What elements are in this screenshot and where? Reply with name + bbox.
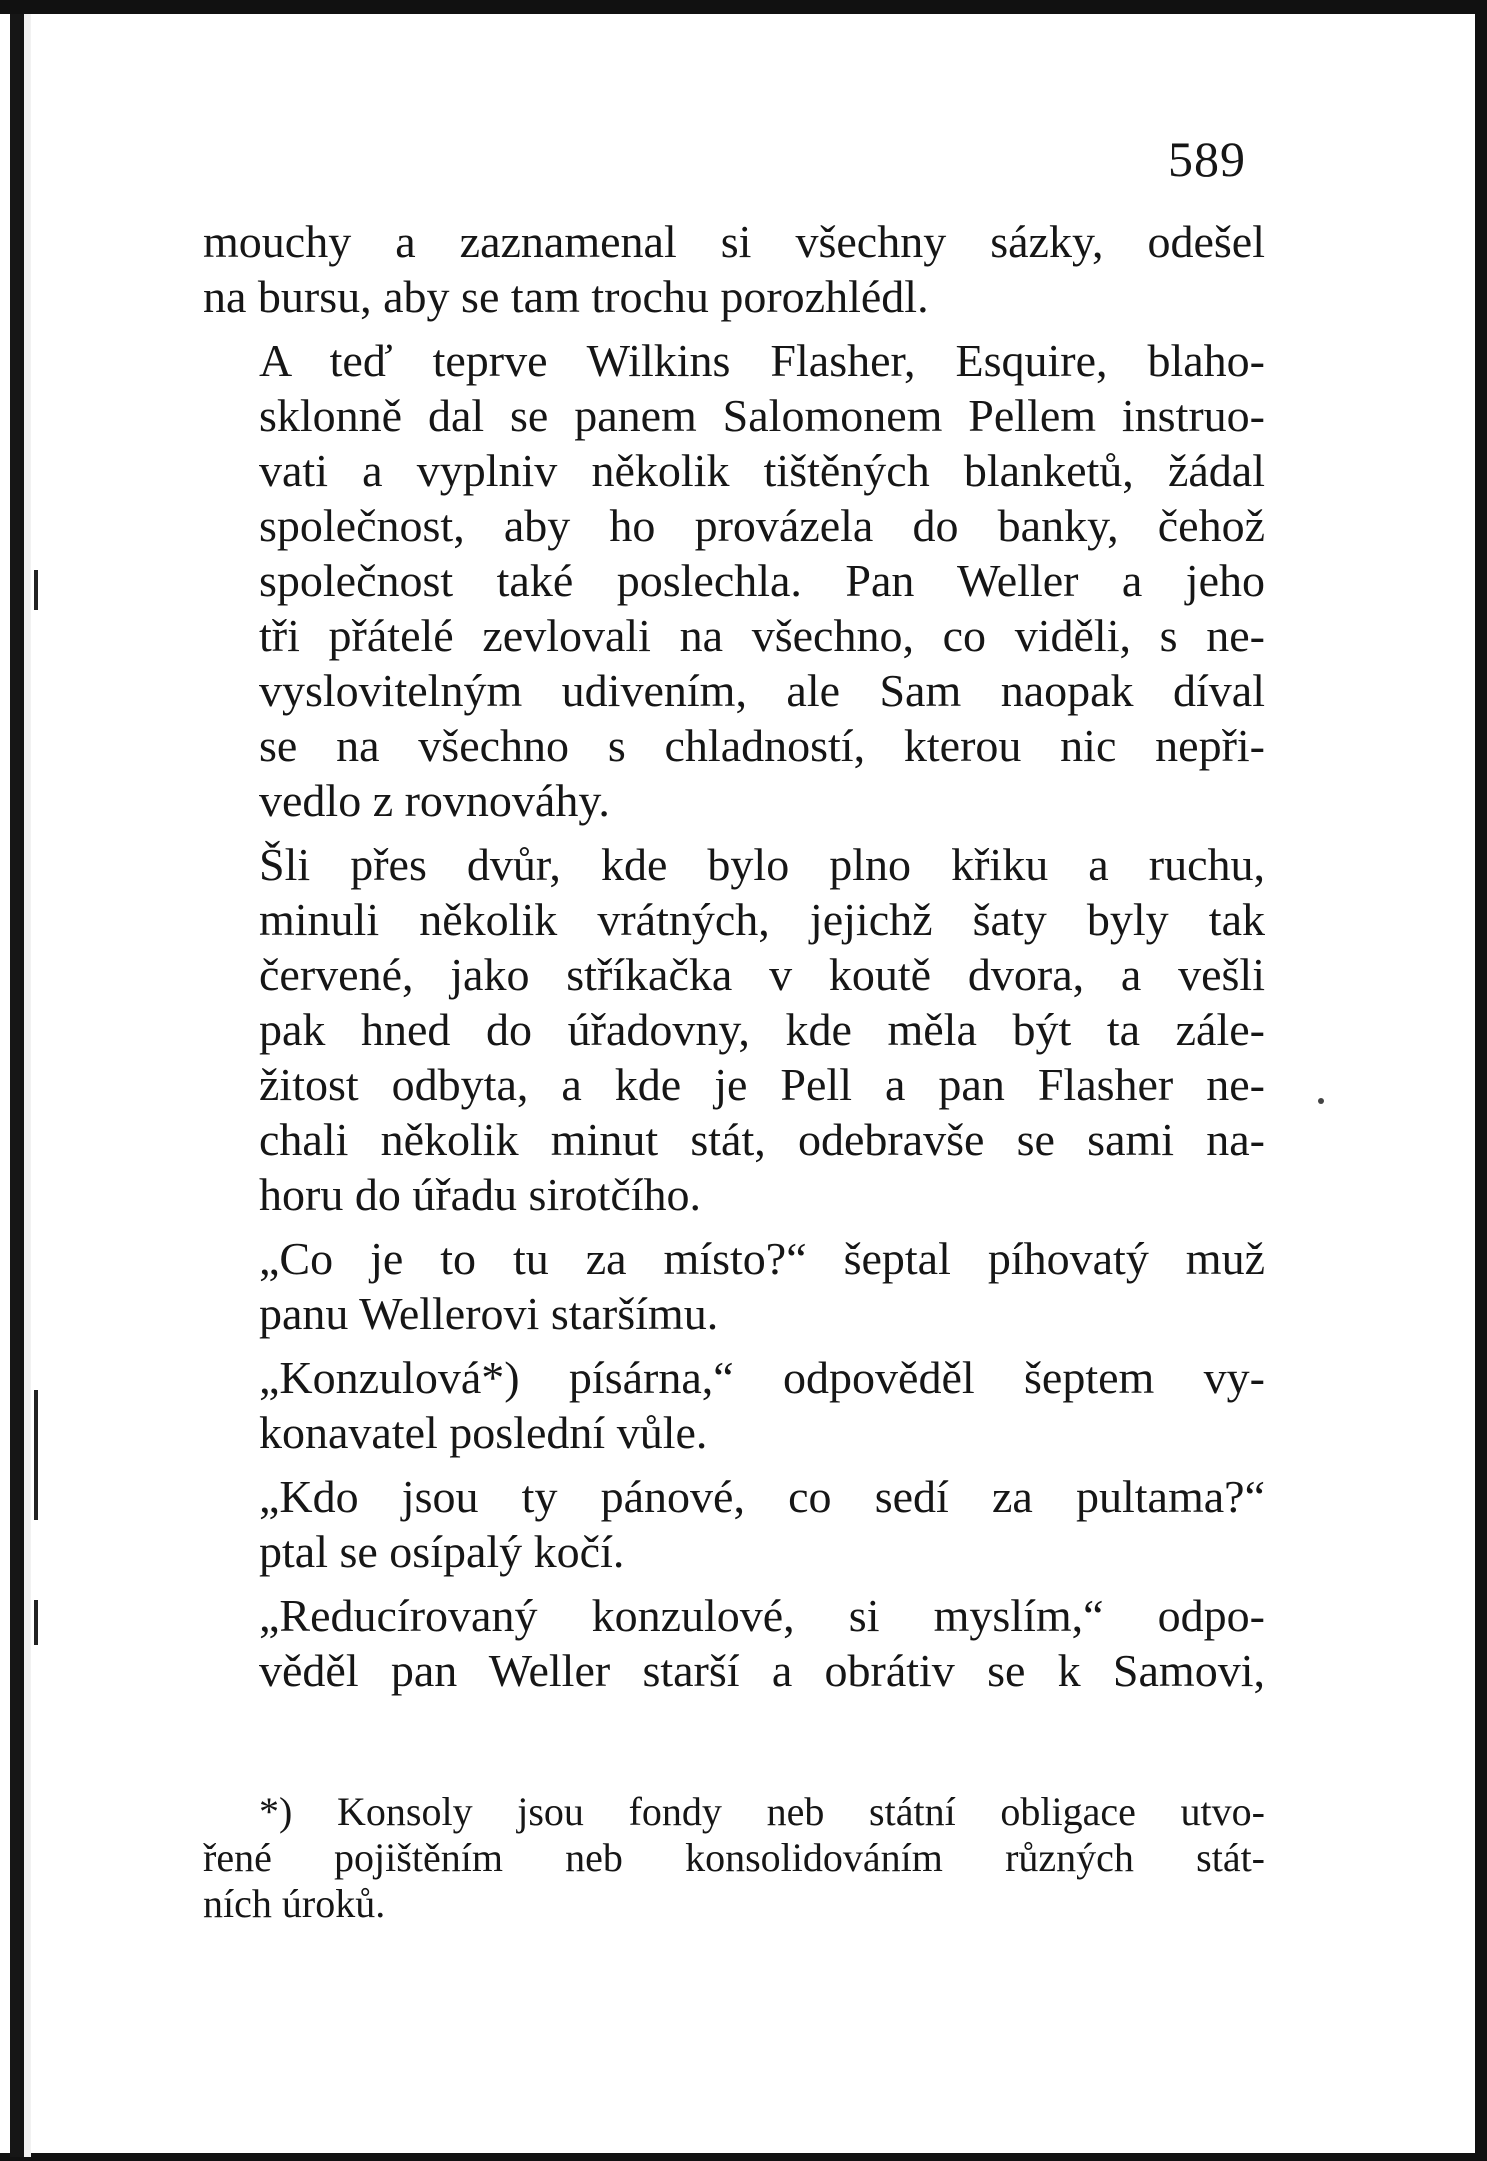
- text-line: pak hned do úřadovny, kde měla být ta zále-: [259, 1004, 1265, 1055]
- paragraph: [203, 1469, 1265, 1579]
- scan-border-bottom: [0, 2153, 1487, 2161]
- text-line: „Reducírovaný konzulové, si myslím,“ odpo-: [259, 1590, 1265, 1641]
- scan-border-left: [10, 14, 24, 2157]
- text-line: společnost, aby ho provázela do banky, čehož: [259, 500, 1265, 551]
- footnote-line: *) Konsoly jsou fondy neb státní obligace utvo-: [259, 1789, 1265, 1834]
- binding-mark: [34, 570, 38, 610]
- page-number: 589: [1168, 131, 1246, 187]
- text-line: vedlo z rovnováhy.: [259, 775, 610, 826]
- text-line: horu do úřadu sirotčího.: [259, 1169, 702, 1220]
- text-line: vyslovitelným udivením, ale Sam naopak díval: [259, 665, 1265, 716]
- paragraph: [203, 214, 1265, 324]
- speck: [1318, 1098, 1324, 1104]
- paragraph: [203, 1231, 1265, 1341]
- text-line: na bursu, aby se tam trochu porozhlédl.: [203, 271, 929, 322]
- scan-border-right: [1475, 0, 1487, 2161]
- footnote: [203, 1789, 1265, 1927]
- text-line: věděl pan Weller starší a obrátiv se k Samovi,: [259, 1645, 1265, 1696]
- paragraph: [203, 1350, 1265, 1460]
- text-line: tři přátelé zevlovali na všechno, co viděli, s ne-: [259, 610, 1265, 661]
- text-line: mouchy a zaznamenal si všechny sázky, odešel: [203, 216, 1265, 267]
- text-line: A teď teprve Wilkins Flasher, Esquire, blaho-: [259, 335, 1265, 386]
- footnote-line: řené pojištěním neb konsolidováním různých stát-: [203, 1835, 1265, 1880]
- text-line: „Co je to tu za místo?“ šeptal píhovatý muž: [259, 1233, 1265, 1284]
- binding-mark: [34, 1600, 38, 1645]
- text-line: červené, jako stříkačka v koutě dvora, a vešli: [259, 949, 1265, 1000]
- text-line: „Kdo jsou ty pánové, co sedí za pultama?“: [259, 1471, 1265, 1522]
- text-line: chali několik minut stát, odebravše se sami na-: [259, 1114, 1265, 1165]
- footnote-line: ních úroků.: [203, 1881, 386, 1926]
- text-line: se na všechno s chladností, kterou nic nepři-: [259, 720, 1265, 771]
- text-line: vati a vyplniv několik tištěných blanketů, žádal: [259, 445, 1265, 496]
- scan-border-top: [0, 0, 1487, 14]
- paragraph: [203, 1588, 1265, 1698]
- text-line: minuli několik vrátných, jejichž šaty byly tak: [259, 894, 1265, 945]
- text-line: společnost také poslechla. Pan Weller a jeho: [259, 555, 1265, 606]
- text-line: ptal se osípalý kočí.: [259, 1526, 625, 1577]
- paragraph: [203, 837, 1265, 1222]
- text-line: „Konzulová*) písárna,“ odpověděl šeptem vy-: [259, 1352, 1265, 1403]
- text-line: panu Wellerovi staršímu.: [259, 1288, 719, 1339]
- text-line: žitost odbyta, a kde je Pell a pan Flasher ne-: [259, 1059, 1265, 1110]
- body-text: [203, 214, 1265, 1698]
- paragraph: [203, 333, 1265, 828]
- text-line: sklonně dal se panem Salomonem Pellem instruo-: [259, 390, 1265, 441]
- binding-mark: [34, 1390, 38, 1520]
- text-line: konavatel poslední vůle.: [259, 1407, 708, 1458]
- page-gutter: [24, 14, 31, 2157]
- text-line: Šli přes dvůr, kde bylo plno křiku a ruchu,: [259, 839, 1265, 890]
